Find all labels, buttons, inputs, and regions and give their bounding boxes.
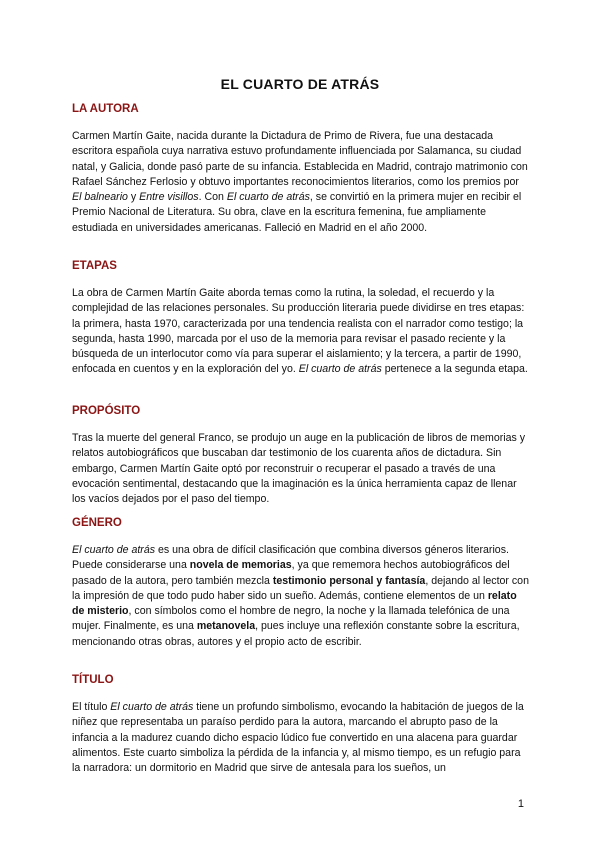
section-heading: LA AUTORA xyxy=(72,103,139,115)
section-genero xyxy=(72,515,530,650)
section-heading: GÉNERO xyxy=(72,517,122,529)
section-heading: PROPÓSITO xyxy=(72,405,141,417)
page-number: 1 xyxy=(517,798,524,810)
section-paragraph: Carmen Martín Gaite, nacida durante la Dictadura de Primo de Rivera, fue una destacada escritora española cuya narrativa estuvo profundamente influenciada por Salamanca, su ciudad natal, y Galicia, donde pasó parte de su infancia. Establecida en Madrid, contrajo matrimonio con Rafael Sánchez Ferlosio y obtuvo importantes reconocimientos literarios, como los premios por El balneario y Entre visillos. Con El cuarto de atrás, se convirtió en la primera mujer en recibir el Premio Nacional de Literatura. Su obra, clave en la escritura femenina, fue ampliamente estudiada en universidades americanas. Falleció en Madrid en el año 2000. xyxy=(72,130,528,234)
section-paragraph: La obra de Carmen Martín Gaite aborda temas como la rutina, la soledad, el recuerdo y la complejidad de las relaciones personales. Su producción literaria puede dividirse en tres etapas: la primera, hasta 1970, caracterizada por una tendencia realista con el narrador como testigo; la segunda, hasta 1990, marcada por el uso de la memoria para revisar el pasado reciente y la búsqueda de un interlocutor como vía para superar el aislamiento; y la tercera, a partir de 1990, enfocada en cuentos y en la exploración del yo. El cuarto de atrás pertenece a la segunda etapa. xyxy=(72,287,528,376)
section-paragraph: Tras la muerte del general Franco, se produjo un auge en la publicación de libros de memorias y relatos autobiográficos que buscaban dar testimonio de los cuarenta años de dictadura. Sin embargo, Carmen Martín Gaite optó por reconstruir o recuperar el pasado a través de una evocación sentimental, destacando que la imaginación es la única herramienta capaz de llenar los vacíos dejados por el paso del tiempo. xyxy=(72,432,526,506)
section-heading: ETAPAS xyxy=(72,260,117,272)
section-etapas xyxy=(72,258,530,378)
document-title: EL CUARTO DE ATRÁS xyxy=(220,76,380,92)
section-titulo xyxy=(72,672,530,776)
section-paragraph: El cuarto de atrás es una obra de difícil clasificación que combina diversos géneros literarios. Puede considerarse una novela de memorias, ya que rememora hechos autobiográficos del pasado de la autora, pero también mezcla testimonio personal y fantasía, dejando al lector con la impresión de que todo pudo haber sido un sueño. Además, contiene elementos de un relato de misterio, con símbolos como el hombre de negro, la noche y la llamada telefónica de una mujer. Finalmente, es una metanovela, pues incluye una reflexión constante sobre la escritura, mencionando otras obras, autores y el propio acto de escribir. xyxy=(72,544,529,648)
section-proposito xyxy=(72,403,530,507)
section-heading: TÍTULO xyxy=(72,674,114,686)
section-la-autora xyxy=(72,101,530,236)
section-paragraph: El título El cuarto de atrás tiene un profundo simbolismo, evocando la habitación de juegos de la niñez que representaba un paraíso perdido para la autora, marcando el abrupto paso de la infancia a la madurez cuando dicho espacio lúdico fue convertido en una alacena para guardar alimentos. Este cuarto simboliza la pérdida de la infancia y, al mismo tiempo, es un refugio para la narradora: un dormitorio en Madrid que sirve de antesala para los sueños, un xyxy=(72,701,524,775)
